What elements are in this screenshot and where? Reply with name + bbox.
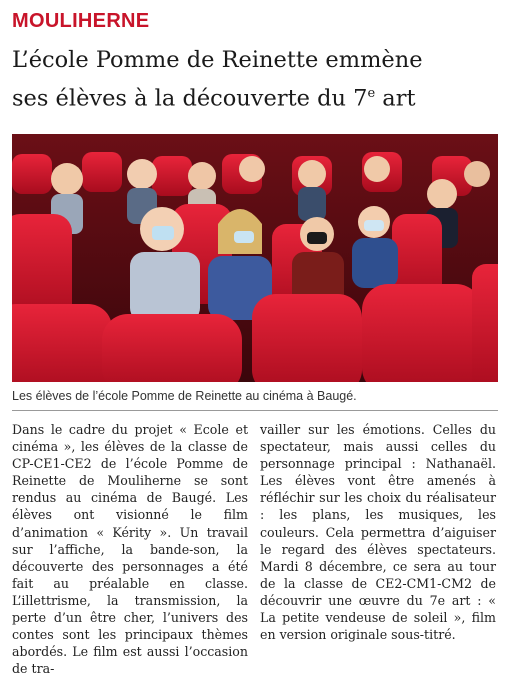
section-kicker: MOULIHERNE bbox=[12, 10, 150, 32]
article-column-2 bbox=[260, 421, 496, 643]
photo-caption: Les élèves de l’école Pomme de Reinette au cinéma à Baugé. bbox=[12, 389, 357, 403]
headline bbox=[12, 44, 502, 116]
caption-divider bbox=[12, 410, 498, 411]
article-text-2: vailler sur les émotions. Celles du spectateur, mais aussi celles du personnage principal : Nathanaël. Les élèves vont être amenés à réfléchir sur les choix du réalisateur : les plans, les musiques, les couleurs. Cela permettra d’aiguiser le regard des élèves spectateurs. Mardi 8 décembre, ce sera au tour de la classe de CE2-CM1-CM2 de découvrir une œuvre du 7e art : « La petite vendeuse de soleil », film en version originale sous-titré. bbox=[260, 422, 496, 643]
cinema-photo-illustration bbox=[12, 134, 498, 382]
article-column-1 bbox=[12, 421, 248, 677]
cinema-photo bbox=[12, 134, 498, 382]
headline-line-2: ses élèves à la découverte du 7e art bbox=[12, 85, 416, 112]
headline-line-1: L’école Pomme de Reinette emmène bbox=[12, 47, 423, 73]
article-text-1: Dans le cadre du projet « Ecole et cinéma », les élèves de la classe de CP-CE1-CE2 de l’école Pomme de Reinette de Mouliherne se sont rendus au cinéma de Baugé. Les élèves ont visionné le film d’animation « Kérity ». Un travail sur l’affiche, la bande-son, la découverte des personnages a été fait au préalable en classe. L’illettrisme, la transmission, la perte d’un être cher, l’univers des contes sont les principaux thèmes abordés. Le film est aussi l’occasion de tra- bbox=[12, 422, 248, 677]
